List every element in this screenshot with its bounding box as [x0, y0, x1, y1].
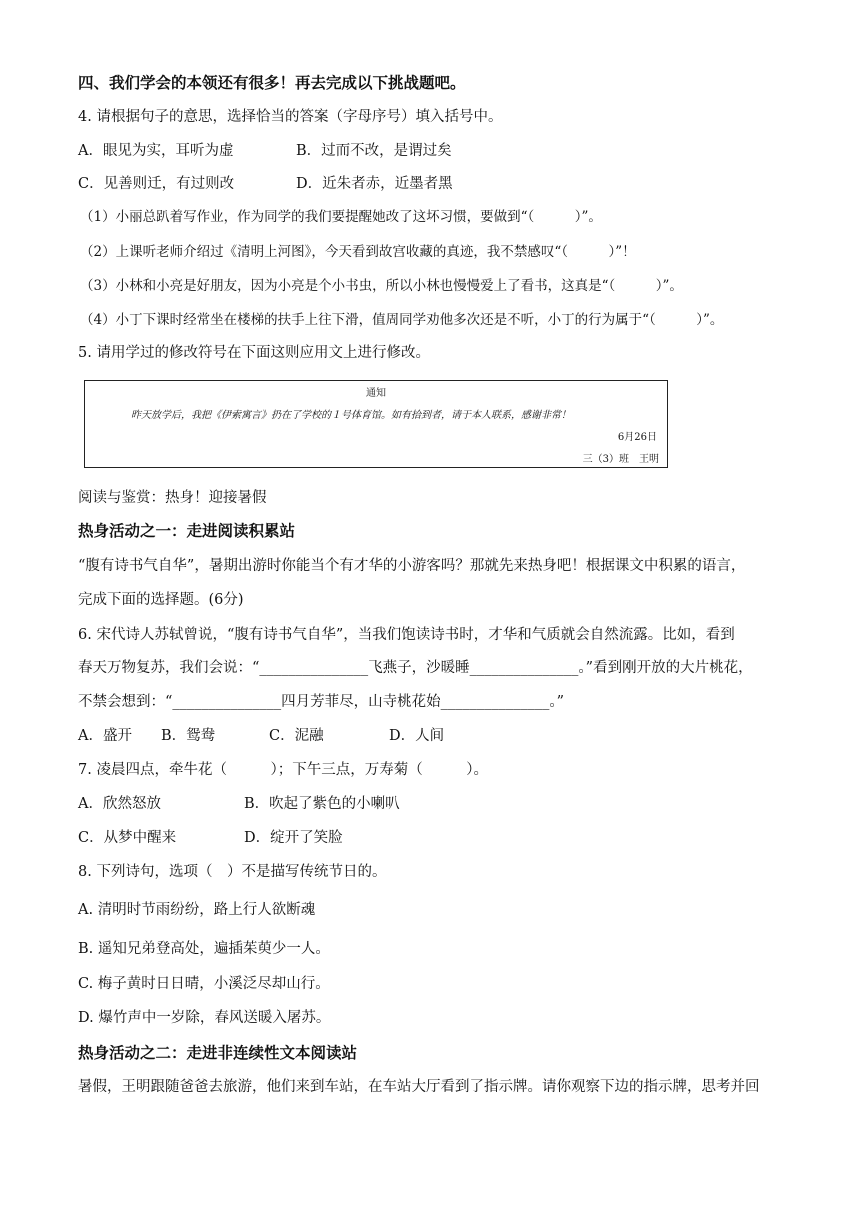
question-7-options-row-2: [78, 828, 343, 848]
question-4-item-3: （3）小林和小亮是好朋友，因为小亮是个小书虫，所以小林也慢慢爱上了看书，这真是“（ ）”。: [80, 278, 683, 294]
option-a: A．眼见为实，耳听为虚: [78, 143, 234, 159]
option-a: A．欣然怒放: [78, 796, 161, 812]
question-4-stem: 4. 请根据句子的意思，选择恰当的答案（字母序号）填入括号中。: [78, 109, 503, 125]
notice-box: [84, 380, 668, 468]
question-4-item-2: （2）上课听老师介绍过《清明上河图》，今天看到故宫收藏的真迹，我不禁感叹“（ ）”！: [80, 244, 636, 260]
activity-1-intro-line-2: 完成下面的选择题。(6分): [78, 592, 244, 608]
question-8-option-d: D. 爆竹声中一岁除，春风送暖入屠苏。: [78, 1010, 331, 1026]
question-7-stem: 7. 凌晨四点，牵牛花（ ）；下午三点，万寿菊（ ）。: [78, 762, 488, 778]
notice-body: 昨天放学后，我把《伊索寓言》扔在了学校的１号体育馆。如有拾到者，请于本人联系，感谢非常！: [131, 410, 571, 421]
question-6-line-3: 不禁会想到：“_______________四月芳菲尽，山寺桃花始_______________。”: [78, 694, 565, 710]
section-heading: 四、我们学会的本领还有很多！再去完成以下挑战题吧。: [78, 74, 466, 92]
question-4-options-row-2: [78, 174, 453, 194]
activity-2-heading: 热身活动之二：走进非连续性文本阅读站: [78, 1044, 358, 1062]
question-4-item-4: （4）小丁下课时经常坐在楼梯的扶手上往下滑，值周同学劝他多次还是不听，小丁的行为属于“（ ）”。: [80, 312, 724, 328]
question-8-option-a: A. 清明时节雨纷纷，路上行人欲断魂: [78, 902, 316, 918]
question-6-options: [78, 726, 444, 746]
question-8-option-c: C. 梅子黄时日日晴，小溪泛尽却山行。: [78, 976, 330, 992]
question-7-options-row-1: [78, 794, 400, 814]
option-c: C．从梦中醒来: [78, 830, 177, 846]
option-a: A．盛开: [78, 728, 132, 744]
reading-title: 阅读与鉴赏：热身！迎接暑假: [78, 490, 267, 506]
option-c: C．见善则迁，有过则改: [78, 176, 235, 192]
question-6-line-2: 春天万物复苏，我们会说：“_______________飞燕子，沙暖睡_______________。”看到刚开放的大片桃花，: [78, 660, 753, 676]
question-4-options-row-1: [78, 141, 452, 161]
question-5-stem: 5. 请用学过的修改符号在下面这则应用文上进行修改。: [78, 345, 430, 361]
activity-1-heading: 热身活动之一：走进阅读积累站: [78, 522, 296, 540]
activity-2-text: 暑假，王明跟随爸爸去旅游，他们来到车站，在车站大厅看到了指示牌。请你观察下边的指示牌，思考并回: [78, 1079, 760, 1095]
question-8-stem: 8. 下列诗句，选项（ ）不是描写传统节日的。: [78, 864, 387, 880]
option-c: C．泥融: [269, 728, 324, 744]
option-d: D．近朱者赤，近墨者黑: [296, 176, 453, 192]
notice-signature: 三（3）班 王明: [582, 454, 659, 465]
notice-title: 通知: [366, 388, 386, 399]
option-b: B．吹起了紫色的小喇叭: [244, 796, 400, 812]
option-d: D．人间: [389, 728, 445, 744]
option-b: B．过而不改，是谓过矣: [296, 143, 452, 159]
activity-1-intro-line-1: “腹有诗书气自华”，暑期出游时你能当个有才华的小游客吗？那就先来热身吧！根据课文中积累的语言，: [78, 558, 746, 574]
question-6-line-1: 6. 宋代诗人苏轼曾说，“腹有诗书气自华”，当我们饱读诗书时，才华和气质就会自然流露。比如，看到: [78, 627, 735, 643]
notice-date: 6月26日: [617, 432, 657, 443]
option-d: D．绽开了笑脸: [244, 830, 343, 846]
question-4-item-1: （1）小丽总趴着写作业，作为同学的我们要提醒她改了这坏习惯，要做到“（ ）”。: [80, 209, 602, 225]
question-8-option-b: B. 遥知兄弟登高处，遍插茱萸少一人。: [78, 941, 330, 957]
option-b: B．鸳鸯: [161, 728, 216, 744]
